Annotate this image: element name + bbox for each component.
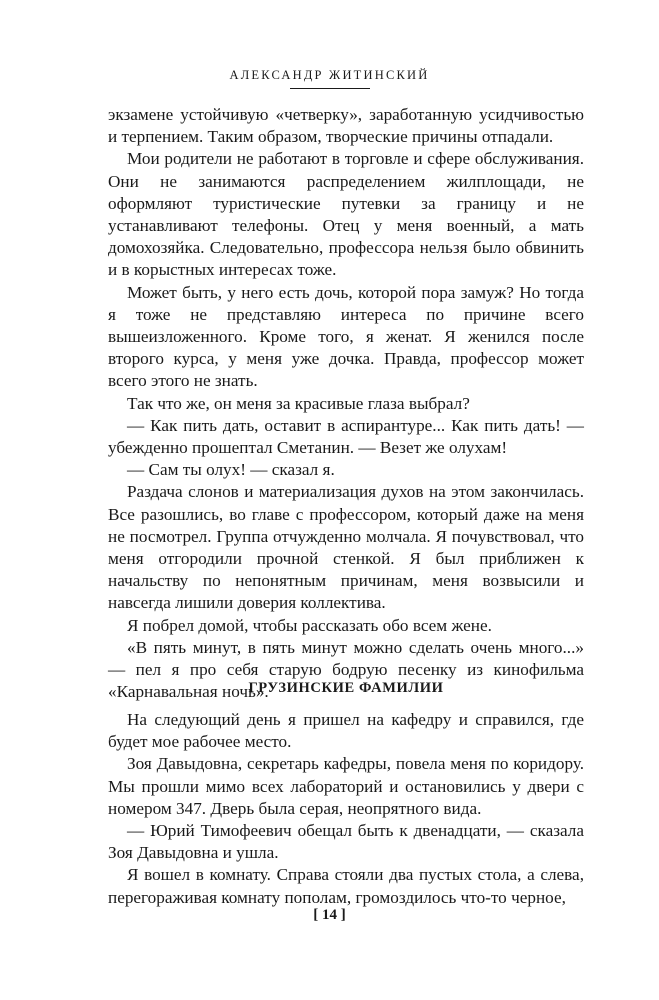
paragraph: Я вошел в комнату. Справа стояли два пустых стола, а слева, перегораживая комнату пополам, громоздилось что-то черное, bbox=[108, 865, 584, 907]
body-text bbox=[108, 104, 584, 703]
paragraph: Зоя Давыдовна, секретарь кафедры, повела меня по коридору. Мы прошли мимо всех лабораторий и остановились у двери с номером 347. Дверь была серая, неопрятного вида. bbox=[108, 754, 584, 818]
dialogue-line: — Как пить дать, оставит в аспирантуре... Как пить дать! — убежденно прошептал Сметанин. — Везет же олухам! bbox=[108, 415, 584, 458]
section-title: ГРУЗИНСКИЕ ФАМИЛИИ bbox=[248, 680, 444, 696]
paragraph: «В пять минут, в пять минут можно сделать очень много...» — пел я про себя старую бодрую песенку из кинофильма «Карнавальная ночь». bbox=[108, 637, 584, 702]
dialogue-line: — Сам ты олух! — сказал я. bbox=[127, 460, 335, 480]
dialogue-line: — Юрий Тимофеевич обещал быть к двенадцати, — сказала Зоя Давыдовна и ушла. bbox=[108, 821, 584, 863]
paragraph: Раздача слонов и материализация духов на этом закончилась. Все разошлись, во главе с профессором, который даже на меня не посмотрел. Группа отчужденно молчала. Я почувствовал, что меня отгородили прочной стенкой. Я был приближен к начальству по непонятным причинам, меня возвысили и навсегда лишили доверия коллектива. bbox=[108, 482, 584, 613]
section-body-text bbox=[108, 709, 584, 909]
header-rule bbox=[290, 88, 370, 89]
paragraph: Так что же, он меня за красивые глаза выбрал? bbox=[127, 393, 470, 413]
paragraph-continued: экзамене устойчивую «четверку», заработанную усидчивостью и терпением. Таким образом, творческие причины отпадали. bbox=[108, 105, 584, 147]
paragraph: Может быть, у него есть дочь, которой пора замуж? Но тогда я тоже не представляю интереса по причине всего вышеизложенного. Кроме того, я женат. Я женился после второго курса, у меня уже дочка. Правда, профессор может всего этого не знать. bbox=[108, 282, 584, 391]
paragraph: Мои родители не работают в торговле и сфере обслуживания. Они не занимаются распределением жилплощади, не оформляют туристические путевки за границу и не устанавливают телефоны. Отец у меня военный, а мать домохозяйка. Следовательно, профессора нельзя было обвинить и в корыстных интересах тоже. bbox=[108, 149, 584, 280]
paragraph: Я побрел домой, чтобы рассказать обо всем жене. bbox=[127, 615, 492, 635]
running-head: АЛЕКСАНДР ЖИТИНСКИЙ bbox=[229, 68, 430, 82]
page-number: [ 14 ] bbox=[313, 907, 346, 923]
paragraph: На следующий день я пришел на кафедру и справился, где будет мое рабочее место. bbox=[108, 710, 584, 752]
